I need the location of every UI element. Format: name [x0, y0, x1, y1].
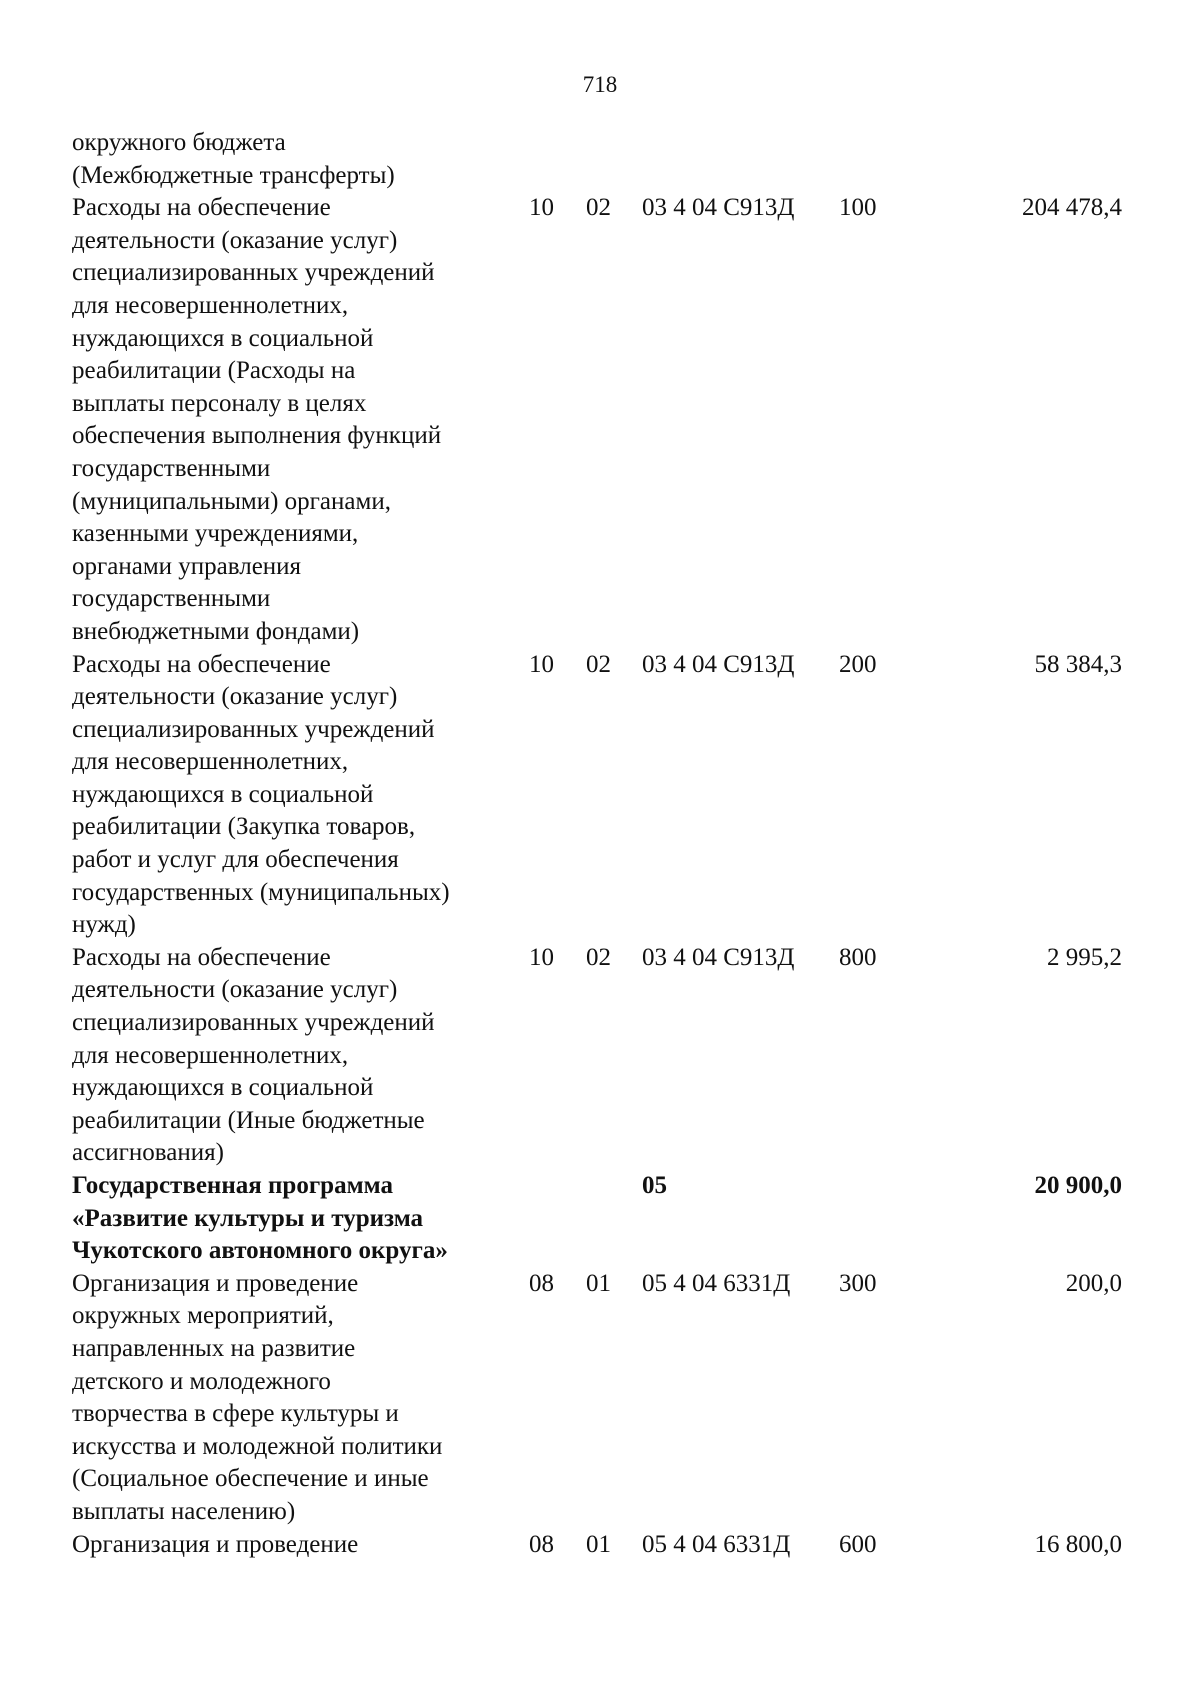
- row-target-code: 05: [642, 1172, 667, 1199]
- row-section: 10: [529, 650, 554, 678]
- row-subsection: 01: [586, 1269, 611, 1297]
- table-row: [72, 942, 1122, 1170]
- row-description: Государственная программа «Развитие культуры и туризма Чукотского автономного округа»: [72, 1172, 448, 1265]
- row-description: Организация и проведение окружных мероприятий, направленных на развитие детского и молодежного творчества в сфере культуры и искусства и молодежной политики (Социальное обеспечение и иные выплаты населению): [72, 1269, 443, 1525]
- row-amount: 16 800,0: [1034, 1530, 1122, 1558]
- row-section: 08: [529, 1530, 554, 1558]
- page-number: 718: [582, 72, 618, 97]
- table-row: [72, 1529, 1122, 1562]
- row-expense-type: 800: [839, 943, 877, 971]
- row-expense-type: 300: [839, 1269, 877, 1297]
- row-subsection: 02: [586, 194, 611, 222]
- row-description: Организация и проведение: [72, 1530, 359, 1558]
- row-target-code: 03 4 04 С913Д: [642, 943, 795, 971]
- table-row: [72, 649, 1122, 942]
- row-description: Расходы на обеспечение деятельности (оказание услуг) специализированных учреждений для несовершеннолетних, нуждающихся в социальной реабилитации (Расходы на выплаты персоналу в целях обеспечения выполнения функций государственными (муниципальными) органами, казенными учреждениями, органами управления государственными внебюджетными фондами): [72, 194, 442, 645]
- row-expense-type: 600: [839, 1530, 877, 1558]
- row-target-code: 03 4 04 С913Д: [642, 650, 795, 678]
- row-section: 08: [529, 1269, 554, 1297]
- row-expense-type: 100: [839, 194, 877, 222]
- row-amount: 20 900,0: [1034, 1172, 1122, 1199]
- row-amount: 58 384,3: [1034, 650, 1122, 678]
- row-description: окружного бюджета (Межбюджетные трансферты): [72, 129, 395, 189]
- row-target-code: 05 4 04 6331Д: [642, 1530, 791, 1558]
- row-section: 10: [529, 194, 554, 222]
- row-section: 10: [529, 943, 554, 971]
- row-subsection: 02: [586, 650, 611, 678]
- row-amount: 200,0: [1065, 1269, 1122, 1297]
- table-row: [72, 127, 1122, 192]
- row-target-code: 03 4 04 С913Д: [642, 194, 795, 222]
- row-subsection: 02: [586, 943, 611, 971]
- budget-table: [72, 127, 1122, 1561]
- table-row: [72, 192, 1122, 648]
- row-amount: 2 995,2: [1047, 943, 1122, 971]
- row-description: Расходы на обеспечение деятельности (оказание услуг) специализированных учреждений для несовершеннолетних, нуждающихся в социальной реабилитации (Иные бюджетные ассигнования): [72, 943, 435, 1167]
- row-subsection: 01: [586, 1530, 611, 1558]
- row-description: Расходы на обеспечение деятельности (оказание услуг) специализированных учреждений для несовершеннолетних, нуждающихся в социальной реабилитации (Закупка товаров, работ и услуг для обеспечения государственных (муниципальных) нужд): [72, 650, 450, 939]
- row-expense-type: 200: [839, 650, 877, 678]
- table-row-program-heading: [72, 1170, 1122, 1268]
- table-row: [72, 1268, 1122, 1529]
- row-amount: 204 478,4: [1022, 194, 1122, 222]
- row-target-code: 05 4 04 6331Д: [642, 1269, 791, 1297]
